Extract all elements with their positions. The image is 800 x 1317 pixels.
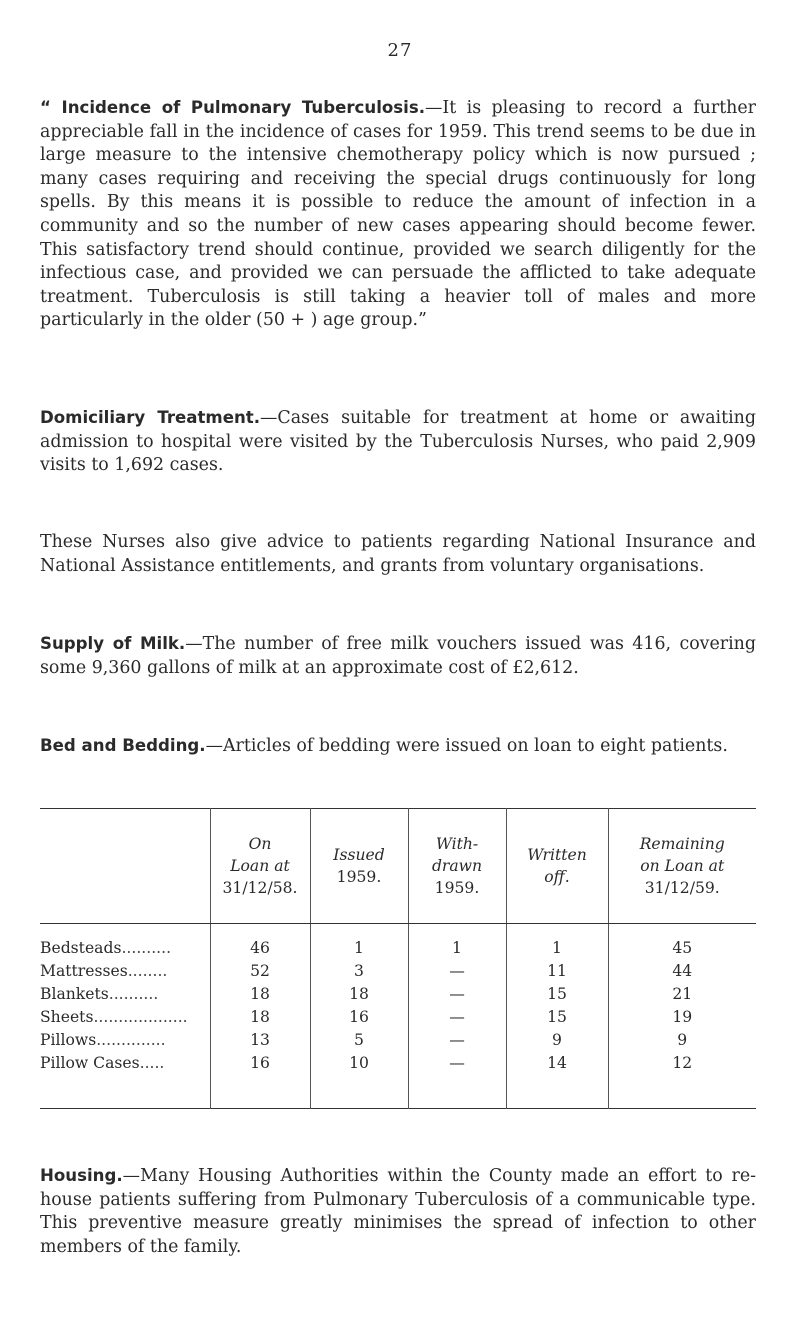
cell-issued: 1 [310, 924, 408, 960]
cell-on-loan: 13 [210, 1028, 310, 1051]
cell-on-loan: 52 [210, 959, 310, 982]
paragraph-body: —Many Housing Authorities within the County made an effort to re-house patients suffering from Pulmonary Tuberculosis of a communicable type. This preventive measure greatly minimises the spread of infection to other members of the family. [40, 1166, 756, 1257]
cell-remaining: 9 [608, 1028, 756, 1051]
table-row [40, 1051, 756, 1109]
paragraph-body: —Cases suitable for treatment at home or awaiting admission to hospital were visited by the Tuberculosis Nurses, who paid 2,909 visits to 1,692 cases. [40, 408, 757, 476]
cell-issued: 5 [310, 1028, 408, 1051]
cell-withdrawn: — [408, 1051, 506, 1109]
paragraph-heading: Supply of Milk. [40, 634, 186, 653]
cell-withdrawn: — [408, 1005, 506, 1028]
cell-on-loan: 18 [210, 1005, 310, 1028]
cell-written-off: 1 [506, 924, 608, 960]
paragraph-heading: Housing. [40, 1166, 123, 1185]
cell-written-off: 14 [506, 1051, 608, 1109]
row-label: Blankets.......... [40, 984, 159, 1003]
row-label: Sheets................... [40, 1007, 188, 1026]
cell-withdrawn: — [408, 959, 506, 982]
paragraph-heading: Bed and Bedding. [40, 736, 206, 755]
cell-withdrawn: — [408, 1028, 506, 1051]
table-header-row [40, 809, 756, 924]
cell-remaining: 45 [608, 924, 756, 960]
cell-written-off: 15 [506, 982, 608, 1005]
cell-remaining: 44 [608, 959, 756, 982]
table-row [40, 1005, 756, 1028]
header-issued: Issued 1959. [310, 809, 408, 924]
table-row [40, 1028, 756, 1051]
cell-remaining: 21 [608, 982, 756, 1005]
paragraph-nurses-advice [40, 531, 756, 578]
paragraph-heading: Domiciliary Treatment. [40, 408, 261, 427]
header-remaining: Remaining on Loan at 31/12/59. [608, 809, 756, 924]
cell-issued: 10 [310, 1051, 408, 1109]
header-item [40, 809, 210, 924]
cell-remaining: 19 [608, 1005, 756, 1028]
paragraph-body: —Articles of bedding were issued on loan to eight patients. [205, 736, 728, 756]
cell-written-off: 15 [506, 1005, 608, 1028]
cell-issued: 16 [310, 1005, 408, 1028]
row-label: Bedsteads.......... [40, 938, 172, 957]
paragraph-housing [40, 1164, 756, 1259]
table-row [40, 982, 756, 1005]
cell-on-loan: 18 [210, 982, 310, 1005]
paragraph-body: These Nurses also give advice to patients regarding National Insurance and National Assistance entitlements, and grants from voluntary organisations. [40, 532, 756, 576]
cell-issued: 18 [310, 982, 408, 1005]
row-label: Pillows.............. [40, 1030, 166, 1049]
page-number: 27 [387, 40, 413, 61]
table-row [40, 924, 756, 960]
cell-withdrawn: — [408, 982, 506, 1005]
table-row [40, 959, 756, 982]
cell-withdrawn: 1 [408, 924, 506, 960]
row-label: Mattresses........ [40, 961, 168, 980]
header-withdrawn: With- drawn 1959. [408, 809, 506, 924]
paragraph-incidence [40, 96, 756, 333]
cell-on-loan: 16 [210, 1051, 310, 1109]
paragraph-body: —The number of free milk vouchers issued was 416, covering some 9,360 gallons of milk at an approximate cost of £2,612. [40, 634, 756, 678]
paragraph-heading: “ Incidence of Pulmonary Tuberculosis. [40, 98, 426, 117]
paragraph-body: —It is pleasing to record a further appreciable fall in the incidence of cases for 1959. This trend seems to be due in large measure to the intensive chemotherapy policy which is now pursued ; many cases requiring and receiving the special drugs continuously for long spells. By this means it is possible to reduce the amount of infection in a community and so the number of new cases appearing should become fewer. This satisfactory trend should continue, provided we search diligently for the infectious case, and provided we can persuade the afflicted to take adequate treatment. Tuberculosis is still taking a heavier toll of males and more particularly in the older (50 + ) age group.” [40, 98, 756, 331]
bedding-table [40, 808, 756, 1109]
header-written-off: Written off. [506, 809, 608, 924]
paragraph-bed-and-bedding [40, 734, 756, 759]
cell-remaining: 12 [608, 1051, 756, 1109]
cell-on-loan: 46 [210, 924, 310, 960]
paragraph-supply-of-milk [40, 632, 756, 680]
row-label: Pillow Cases..... [40, 1053, 165, 1072]
cell-written-off: 11 [506, 959, 608, 982]
cell-written-off: 9 [506, 1028, 608, 1051]
header-on-loan: On Loan at 31/12/58. [210, 809, 310, 924]
paragraph-domiciliary-treatment [40, 406, 756, 478]
cell-issued: 3 [310, 959, 408, 982]
